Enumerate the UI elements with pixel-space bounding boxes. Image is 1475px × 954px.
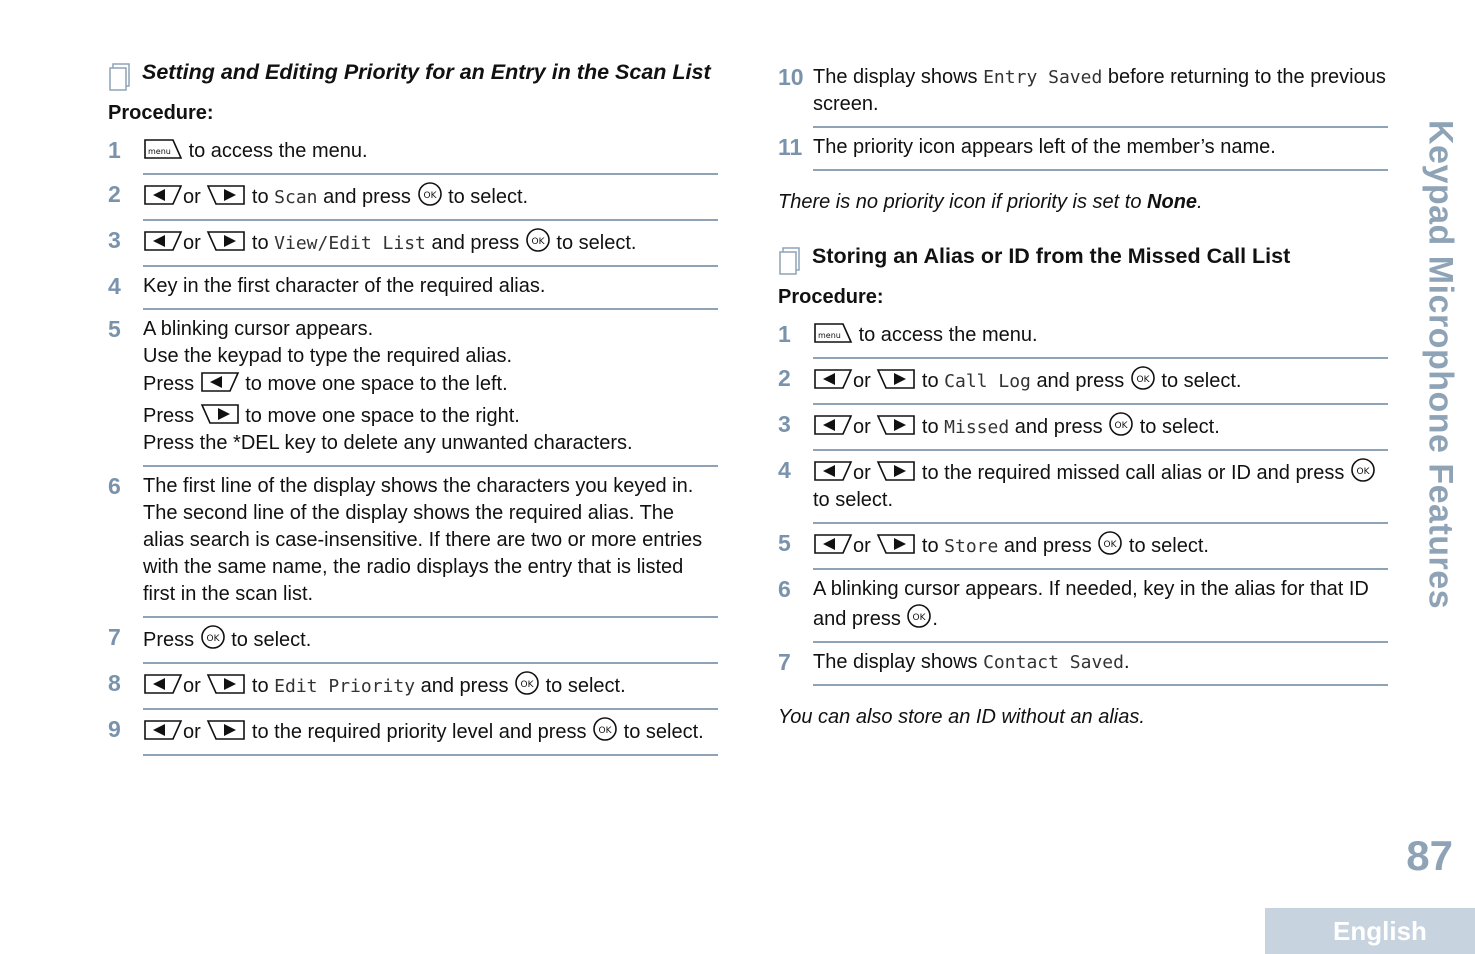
press-text: and press (420, 675, 509, 697)
svg-text:OK: OK (598, 726, 612, 736)
to-text: to (251, 232, 269, 254)
step-text: A blinking cursor appears. If needed, key in the alias for that ID and press (813, 578, 1369, 630)
step-body (143, 310, 718, 467)
right-arrow-key-icon (206, 672, 246, 696)
step-body (813, 643, 1388, 686)
step-number: 6 (778, 576, 791, 602)
right-arrow-key-icon (876, 459, 916, 483)
step-text-line (143, 370, 718, 398)
select-text: to select. (231, 629, 312, 651)
step-body (813, 405, 1388, 451)
step-text: to move one space to the right. (245, 405, 520, 427)
step (778, 359, 1388, 405)
svg-text:OK: OK (423, 191, 436, 201)
section-icon (108, 62, 132, 92)
step-body (143, 710, 718, 756)
step (108, 467, 718, 618)
left-arrow-key-icon (143, 672, 183, 696)
svg-text:OK: OK (206, 634, 220, 644)
step (108, 221, 718, 267)
ok-key-icon (1130, 365, 1156, 391)
step-text: The first line of the display shows the characters you keyed in. The second line of the display shows the required alias. The alias search is case-insensitive. If there are two or more entries with the same name, the radio displays the entry that is listed first in the scan list. (143, 475, 703, 605)
press-text: and press (323, 186, 411, 208)
left-arrow-key-icon (813, 367, 853, 391)
step-number: 2 (778, 365, 791, 391)
or-text: or (183, 232, 201, 254)
step (778, 58, 1388, 128)
left-arrow-key-icon (813, 413, 853, 437)
menu-item-text: View/Edit List (274, 233, 426, 254)
ok-key-icon (200, 624, 226, 650)
svg-text:OK: OK (520, 680, 534, 690)
press-text: and press (1014, 416, 1103, 438)
press-text: and press (1036, 370, 1125, 392)
step (108, 710, 718, 756)
or-text: or (183, 675, 201, 697)
svg-text:OK: OK (1356, 467, 1370, 477)
step-number: 3 (778, 411, 791, 437)
svg-text:OK: OK (912, 613, 926, 623)
step-text: to access the menu. (858, 324, 1038, 346)
to-text: to (921, 370, 939, 392)
right-arrow-key-icon (876, 413, 916, 437)
step (778, 128, 1388, 171)
step (108, 310, 718, 467)
to-text: to the required priority level and press (251, 721, 587, 743)
ok-key-icon (514, 670, 540, 696)
to-text: to (251, 675, 269, 697)
procedure-label: Procedure: (108, 102, 214, 124)
right-column (778, 58, 1388, 757)
select-text: to select. (1161, 370, 1242, 392)
step (108, 664, 718, 710)
press-text: and press (431, 232, 520, 254)
select-text: to select. (1139, 416, 1220, 438)
step (778, 524, 1388, 570)
section-title: Storing an Alias or ID from the Missed Call List (812, 244, 1291, 268)
step-body (143, 267, 718, 310)
to-text: to (921, 535, 939, 557)
ok-key-icon (1350, 457, 1376, 483)
menu-item-text: Call Log (944, 371, 1031, 392)
note-text: There is no priority icon if priority is set to (778, 191, 1142, 213)
step-text: before returning to the previous screen. (813, 66, 1386, 115)
or-text: or (853, 370, 871, 392)
or-text: or (853, 416, 871, 438)
svg-text:menu: menu (148, 147, 171, 156)
step-number: 8 (108, 670, 121, 696)
step-body (813, 58, 1388, 128)
menu-key-icon (143, 137, 183, 161)
right-arrow-key-icon (876, 367, 916, 391)
step-body (813, 128, 1388, 171)
language-tab: English (1265, 908, 1475, 954)
menu-item-text: Missed (944, 417, 1010, 438)
svg-text:OK: OK (531, 237, 545, 247)
ok-key-icon (906, 603, 932, 629)
press-text: Press (143, 405, 195, 427)
ok-key-icon (1108, 411, 1134, 437)
svg-text:OK: OK (1103, 540, 1117, 550)
left-arrow-key-icon (143, 183, 183, 207)
step-number: 7 (778, 649, 791, 675)
select-text: to select. (623, 721, 704, 743)
procedure-label: Procedure: (778, 286, 884, 308)
display-text: Contact Saved (983, 652, 1124, 673)
step-text: The display shows (813, 651, 978, 673)
step (778, 405, 1388, 451)
step-text: to move one space to the left. (245, 373, 508, 395)
right-arrow-key-icon (206, 229, 246, 253)
step-number: 3 (108, 227, 121, 253)
section-icon (778, 246, 802, 276)
ok-key-icon (1097, 530, 1123, 556)
or-text: or (183, 186, 201, 208)
note-text: . (1197, 191, 1203, 213)
note-emphasis: None (1147, 191, 1198, 213)
step-body (813, 359, 1388, 405)
or-text: or (853, 535, 871, 557)
step-number: 9 (108, 716, 121, 742)
step-body (143, 664, 718, 710)
step (108, 267, 718, 310)
step (778, 643, 1388, 686)
step-body (813, 451, 1388, 524)
select-text: to select. (448, 186, 529, 208)
right-arrow-key-icon (200, 402, 240, 426)
note (778, 189, 1388, 216)
step-body (143, 175, 718, 221)
step-body (143, 618, 718, 664)
select-text: to select. (1128, 535, 1209, 557)
menu-key-icon (813, 321, 853, 345)
step-number: 7 (108, 624, 121, 650)
step-number: 5 (778, 530, 791, 556)
step-body (143, 467, 718, 618)
step-body (143, 131, 718, 175)
or-text: or (853, 462, 871, 484)
step (778, 570, 1388, 643)
display-text: Entry Saved (983, 67, 1103, 88)
note: You can also store an ID without an alias. (778, 706, 1145, 728)
menu-item-text: Store (944, 536, 999, 557)
step-number: 5 (108, 316, 121, 342)
step-number: 1 (778, 321, 791, 347)
left-arrow-key-icon (143, 229, 183, 253)
svg-text:menu: menu (818, 331, 841, 340)
step-text: . (932, 608, 938, 630)
step-text-line (143, 402, 718, 430)
step-body (143, 221, 718, 267)
step-text: The display shows (813, 66, 978, 88)
step-text: The priority icon appears left of the member’s name. (813, 136, 1276, 158)
step-text: to access the menu. (188, 140, 368, 162)
svg-text:OK: OK (1114, 421, 1128, 431)
select-text: to select. (556, 232, 637, 254)
step-body (813, 315, 1388, 359)
step-number: 10 (778, 64, 804, 90)
left-arrow-key-icon (813, 532, 853, 556)
step-number: 1 (108, 137, 121, 163)
step-number: 2 (108, 181, 121, 207)
left-column (108, 58, 718, 756)
press-text: and press (1003, 535, 1092, 557)
step-text: Key in the first character of the required alias. (143, 275, 546, 297)
menu-item-text: Scan (274, 187, 318, 208)
step-number: 11 (778, 134, 803, 160)
right-arrow-key-icon (206, 183, 246, 207)
right-arrow-key-icon (876, 532, 916, 556)
step-text: . (1123, 651, 1130, 673)
step-number: 6 (108, 473, 121, 499)
step-text: A blinking cursor appears. (143, 318, 374, 340)
menu-item-text: Edit Priority (274, 676, 416, 697)
ok-key-icon (592, 716, 618, 742)
chapter-side-tab (1420, 120, 1460, 610)
to-text: to (921, 416, 939, 438)
step-body (813, 570, 1388, 643)
step (108, 175, 718, 221)
step-body (813, 524, 1388, 570)
left-arrow-key-icon (200, 370, 240, 394)
ok-key-icon (525, 227, 551, 253)
press-text: Press (143, 373, 195, 395)
select-text: to select. (545, 675, 626, 697)
step (778, 451, 1388, 524)
right-arrow-key-icon (206, 718, 246, 742)
section-title: Setting and Editing Priority for an Entry in the Scan List (142, 60, 711, 84)
or-text: or (183, 721, 201, 743)
step (108, 131, 718, 175)
left-arrow-key-icon (143, 718, 183, 742)
chapter-title: Keypad Microphone Features (1421, 120, 1460, 610)
svg-text:OK: OK (1136, 375, 1150, 385)
select-text: to select. (813, 489, 894, 511)
step-number: 4 (778, 457, 791, 483)
section-heading (108, 58, 718, 92)
step (778, 315, 1388, 359)
left-arrow-key-icon (813, 459, 853, 483)
section-heading (778, 242, 1388, 276)
step-text: Use the keypad to type the required alias. (143, 345, 513, 367)
page-number: 87 (1406, 832, 1453, 879)
to-text: to the required missed call alias or ID and press (921, 462, 1345, 484)
ok-key-icon (417, 181, 443, 207)
step-number: 4 (108, 273, 121, 299)
step-text: Press the *DEL key to delete any unwanted characters. (143, 432, 633, 454)
step (108, 618, 718, 664)
to-text: to (251, 186, 269, 208)
press-text: Press (143, 629, 195, 651)
